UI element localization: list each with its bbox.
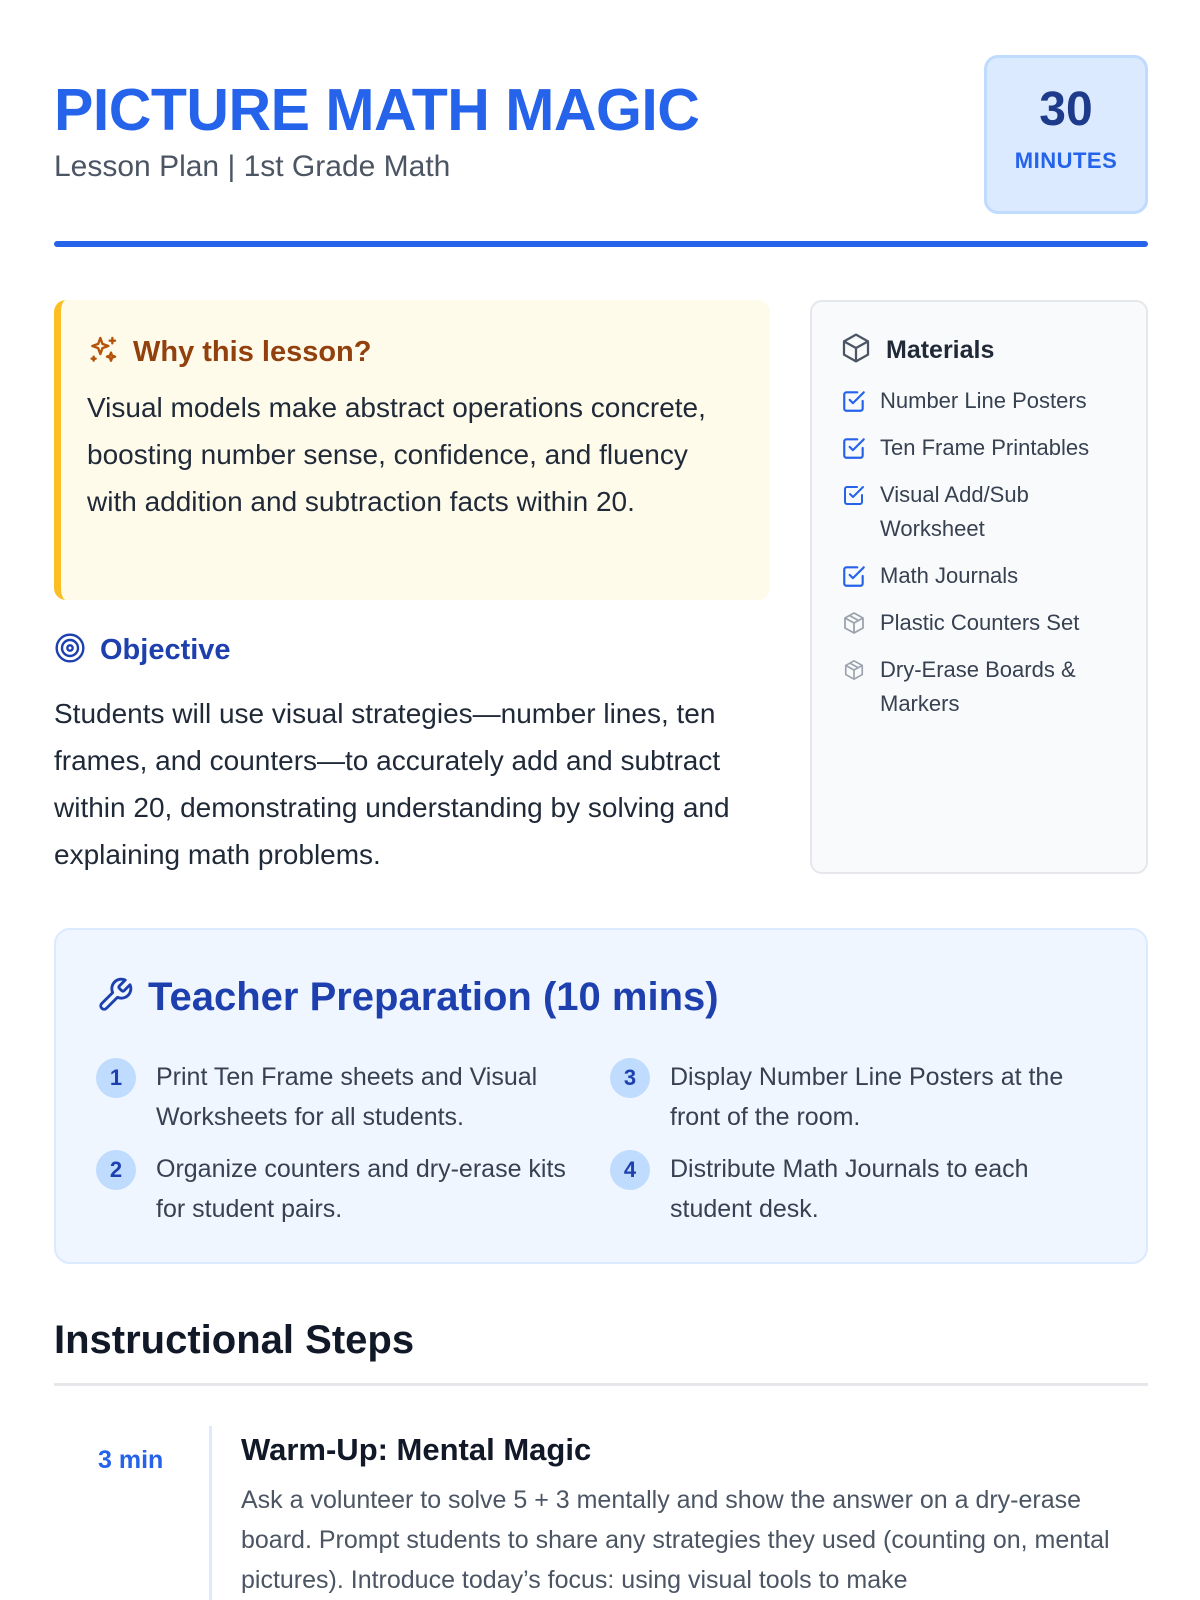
material-item xyxy=(840,478,1124,546)
step-description: Ask a volunteer to solve 5 + 3 mentally and show the answer on a dry-erase board. Prompt students to share any strategies they used (counting on, mental pictures). Introduce today’s focus: using visual tools to make xyxy=(241,1486,1110,1594)
page-subtitle: Lesson Plan | 1st Grade Math xyxy=(54,150,451,183)
materials-title: Materials xyxy=(886,335,995,364)
prep-item xyxy=(96,1150,576,1229)
steps-divider xyxy=(54,1383,1148,1386)
sparkles-icon xyxy=(87,334,119,371)
page-header xyxy=(54,55,1148,215)
header-divider xyxy=(54,241,1148,247)
checkbox-icon xyxy=(840,384,868,418)
objective-title: Objective xyxy=(100,633,231,666)
box-icon xyxy=(840,332,872,369)
why-lesson-title: Why this lesson? xyxy=(133,335,372,368)
prep-number-badge: 3 xyxy=(610,1058,650,1098)
prep-number-badge: 1 xyxy=(96,1058,136,1098)
material-label: Dry-Erase Boards & Markers xyxy=(880,657,1076,716)
step-title: Warm-Up: Mental Magic xyxy=(241,1432,592,1467)
prep-number-badge: 2 xyxy=(96,1150,136,1190)
teacher-prep-header xyxy=(96,972,1106,1022)
prep-text: Organize counters and dry-erase kits for student pairs. xyxy=(156,1155,566,1223)
page-title: PICTURE MATH MAGIC xyxy=(54,77,700,143)
prep-number-badge: 4 xyxy=(610,1150,650,1190)
duration-unit: MINUTES xyxy=(1014,148,1118,173)
material-label: Ten Frame Printables xyxy=(880,435,1090,460)
instructional-steps-title: Instructional Steps xyxy=(54,1318,415,1362)
box-icon xyxy=(840,653,868,687)
material-label: Visual Add/Sub Worksheet xyxy=(880,482,1029,541)
material-item xyxy=(840,606,1124,640)
step-duration: 3 min xyxy=(98,1446,164,1474)
material-item xyxy=(840,653,1124,721)
teacher-prep-title: Teacher Preparation (10 mins) xyxy=(148,974,719,1019)
wrench-icon xyxy=(96,976,134,1019)
step-timeline-line xyxy=(209,1426,212,1600)
prep-text: Distribute Math Journals to each student desk. xyxy=(670,1155,1029,1223)
teacher-prep-box xyxy=(54,928,1148,1264)
materials-header xyxy=(840,330,1124,370)
checkbox-icon xyxy=(840,431,868,465)
objective-text: Students will use visual strategies—number lines, ten frames, and counters—to accurately add and subtract within 20, demonstrating understanding by solving and explaining math problems. xyxy=(54,698,730,870)
step-item xyxy=(54,1426,1148,1600)
objective-header xyxy=(54,630,770,670)
why-lesson-header xyxy=(87,332,742,372)
prep-item xyxy=(610,1150,1110,1229)
lesson-plan-page xyxy=(54,0,1148,1600)
materials-panel xyxy=(810,300,1148,874)
material-item xyxy=(840,559,1124,593)
objective-section xyxy=(54,630,770,878)
box-icon xyxy=(840,606,868,640)
prep-text: Print Ten Frame sheets and Visual Worksheets for all students. xyxy=(156,1063,538,1131)
teacher-prep-list xyxy=(96,1058,1106,1258)
why-lesson-box xyxy=(54,300,770,600)
checkbox-icon xyxy=(840,559,868,593)
material-item xyxy=(840,431,1124,465)
materials-list xyxy=(840,384,1124,721)
prep-item xyxy=(96,1058,576,1137)
target-icon xyxy=(54,632,86,669)
why-lesson-text: Visual models make abstract operations concrete, boosting number sense, confidence, and fluency with addition and subtraction facts within 20. xyxy=(87,392,706,517)
material-label: Math Journals xyxy=(880,563,1019,588)
material-label: Number Line Posters xyxy=(880,388,1087,413)
checkbox-icon xyxy=(840,478,868,512)
duration-badge xyxy=(984,55,1148,214)
material-item xyxy=(840,384,1124,418)
duration-value: 30 xyxy=(1039,83,1093,136)
prep-text: Display Number Line Posters at the front of the room. xyxy=(670,1063,1064,1131)
material-label: Plastic Counters Set xyxy=(880,610,1080,635)
prep-item xyxy=(610,1058,1110,1137)
